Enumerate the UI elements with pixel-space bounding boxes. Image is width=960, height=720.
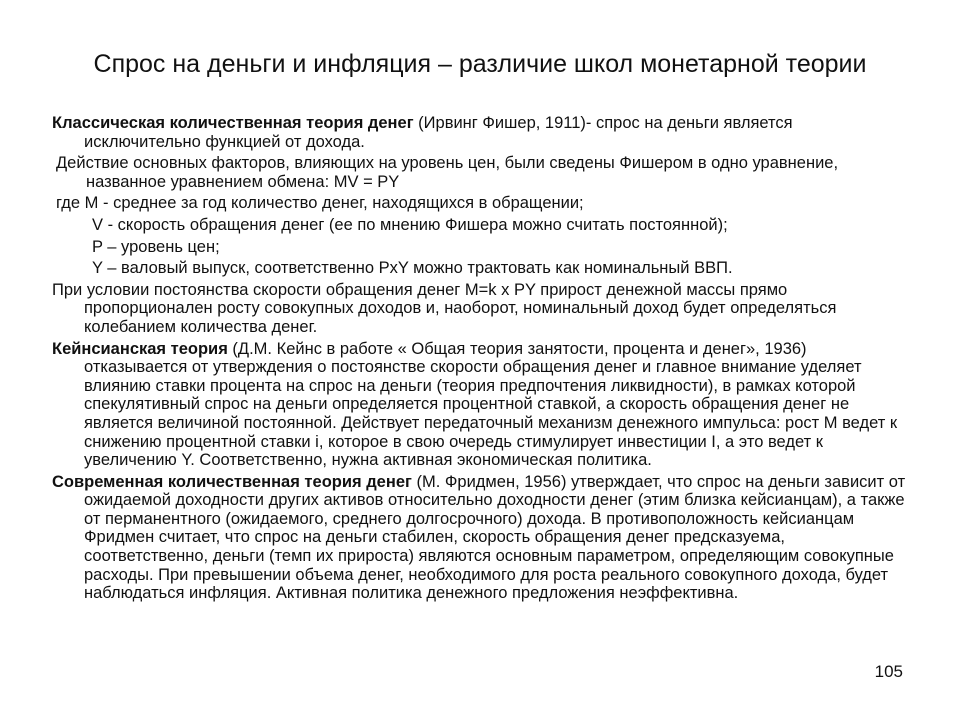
page-number: 105: [874, 662, 903, 681]
keynesian-theory-paragraph: [52, 340, 912, 470]
modern-theory-text: (М. Фридмен, 1956) утверждает, что спрос на деньги зависит от ожидаемой доходности других активов относительно доходности денег (этим близка кейсианцам), а также от перманентного (ожидаемого, среднего долгосрочного) дохода. В противоположность кейсианцам Фридмен считает, что спрос на деньги стабилен, скорость обращения денег предсказуема, соответственно, деньги (темп их прироста) являются основным параметром, определяющим совокупные расходы. При превышении объема денег, необходимого для роста реального совокупного дохода, будет наблюдаться инфляция. Активная политика денежного предложения неэффективна.: [84, 472, 906, 603]
fisher-equation-paragraph: Действие основных факторов, влияющих на уровень цен, были сведены Фишером в одно уравнение, названное уравнением обмена: MV = PY: [56, 154, 839, 191]
variable-m-line: где M - среднее за год количество денег, находящихся в обращении;: [56, 194, 584, 213]
variable-p-line: P – уровень цен;: [92, 237, 220, 256]
slide-title: Спрос на деньги и инфляция – различие школ монетарной теории: [93, 50, 867, 78]
variable-v-line: V - скорость обращения денег (ее по мнению Фишера можно считать постоянной);: [92, 215, 728, 234]
classical-theory-text: (Ирвинг Фишер, 1911)- спрос на деньги является исключительно функцией от дохода.: [84, 114, 793, 151]
classical-theory-paragraph: [52, 114, 912, 151]
keynesian-theory-text: (Д.М. Кейнс в работе « Общая теория занятости, процента и денег», 1936) отказывается от утверждения о постоянстве скорости обращения денег и главное внимание уделяет влиянию ставки процента на спрос на деньги (теория предпочтения ликвидности), в рамках которой спекулятивный спрос на деньги определяется процентной ставкой, а скорость обращения денег не является величиной постоянной. Действует передаточный механизм денежного импульса: рост М ведет к снижению процентной ставки i, которое в свою очередь стимулирует инвестиции I, а это ведет к увеличению Y. Соответственно, нужна активная экономическая политика.: [84, 339, 898, 470]
keynesian-theory-term: Кейнсианская теория: [52, 339, 228, 358]
modern-theory-paragraph: [52, 473, 912, 603]
modern-theory-term: Современная количественная теория денег: [52, 472, 412, 491]
constant-velocity-paragraph: При условии постоянства скорости обращения денег M=k x PY прирост денежной массы прямо пропорционален росту совокупных доходов и, наоборот, номинальный доход будет определяться колебанием количества денег.: [52, 280, 837, 336]
classical-theory-term: Классическая количественная теория денег: [52, 114, 414, 132]
variable-y-line: Y – валовый выпуск, соответственно PxY можно трактовать как номинальный ВВП.: [92, 259, 733, 278]
slide-body: [52, 114, 912, 603]
